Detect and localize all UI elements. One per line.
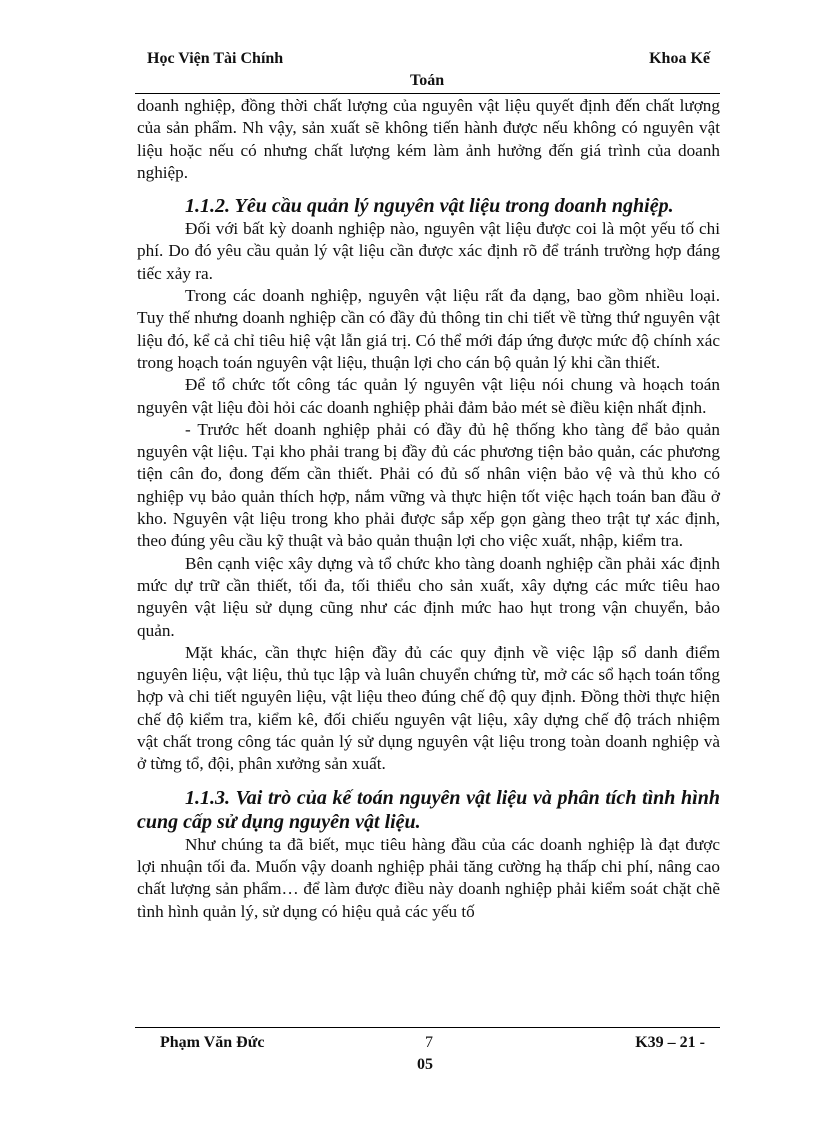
header-department: Khoa Kế bbox=[649, 50, 710, 67]
paragraph: doanh nghiệp, đồng thời chất lượng của nguyên vật liệu quyết định đến chất lượng của sản phẩm. Nh vậy, sản xuất sẽ không tiến hành được nếu không có nguyên vật liệu hoặc nếu có nhưng chất lượng kém làm ảnh hưởng đến giá trình của doanh nghiệp. bbox=[137, 96, 720, 182]
paragraph: Bên cạnh việc xây dựng và tổ chức kho tàng doanh nghiệp cần phải xác định mức dự trữ cần thiết, tối đa, tối thiểu cho sản xuất, xây dựng các mức tiêu hao nguyên vật liệu sử dụng cũng như các định mức hao hụt trong vận chuyển, bảo quản. bbox=[137, 553, 720, 640]
paragraph: Trong các doanh nghiệp, nguyên vật liệu rất đa dạng, bao gồm nhiều loại. Tuy thế nhưng doanh nghiệp cần có đầy đủ thông tin chi tiết về từng thứ nguyên vật liệu đó, kể cả chỉ tiêu hiệ vật lẫn giá trị. Có thể mới đáp ứng được mức độ chính xác trong hoạch toán nguyên vật liệu, thuận lợi cho cán bộ quản lý khi cần thiết. bbox=[137, 286, 720, 372]
section-heading: 1.1.3. Vai trò của kế toán nguyên vật liệu và phân tích tình hình cung cấp sử dụng nguyên vật liệu. bbox=[137, 786, 720, 833]
header-institution: Học Viện Tài Chính bbox=[147, 50, 284, 67]
paragraph: - Trước hết doanh nghiệp phải có đầy đủ hệ thống kho tàng để bảo quản nguyên vật liệu. Tại kho phải trang bị đầy đủ các phương tiện bảo quản, các phương tiện cân đo, đong đếm cần thiết. Phải có đủ số nhân viện bảo vệ và thủ kho có nghiệp vụ bảo quản thích hợp, nắm vững và thực hiện tốt việc hạch toán ban đầu ở kho. Nguyên vật liệu trong kho phải được sắp xếp gọn gàng theo trật tự xác định, theo đúng yêu cầu kỹ thuật và bảo quản thuận lợi cho việc xuất, nhập, kiểm tra. bbox=[137, 419, 720, 551]
footer-author: Phạm Văn Đức bbox=[160, 1034, 265, 1051]
paragraph: Đối với bất kỳ doanh nghiệp nào, nguyên vật liệu được coi là một yếu tố chi phí. Do đó yêu cầu quản lý vật liệu cần được xác định rõ để tránh trường hợp đáng tiếc xảy ra. bbox=[137, 219, 720, 283]
footer-class-cont: 05 bbox=[417, 1056, 433, 1073]
document-body bbox=[137, 95, 720, 923]
header-department-cont: Toán bbox=[410, 72, 445, 89]
footer-class: K39 – 21 - bbox=[635, 1034, 705, 1051]
header-rule bbox=[135, 93, 720, 94]
section-heading: 1.1.2. Yêu cầu quản lý nguyên vật liệu trong doanh nghiệp. bbox=[185, 195, 674, 218]
paragraph: Để tổ chức tốt công tác quản lý nguyên vật liệu nói chung và hoạch toán nguyên vật liệu đòi hỏi các doanh nghiệp phải đảm bảo mét sè điều kiện nhất định. bbox=[137, 375, 720, 417]
footer-rule bbox=[135, 1027, 720, 1028]
paragraph: Mặt khác, cần thực hiện đầy đủ các quy định về việc lập sổ danh điểm nguyên liệu, vật liệu, thủ tục lập và luân chuyển chứng từ, mở các sổ hạch toán tổng hợp và chi tiết nguyên liệu, vật liệu theo đúng chế độ quy định. Đồng thời thực hiện chế độ kiểm tra, kiểm kê, đối chiếu nguyên vật liệu, xây dựng chế độ trách nhiệm vật chất trong công tác quản lý sử dụng nguyên vật liệu trong toàn doanh nghiệp và ở từng tổ, đội, phân xưởng sản xuất. bbox=[137, 642, 720, 774]
paragraph: Như chúng ta đã biết, mục tiêu hàng đầu của các doanh nghiệp là đạt được lợi nhuận tối đa. Muốn vậy doanh nghiệp phải tăng cường hạ thấp chi phí, nâng cao chất lượng sản phẩm… để làm được điều này doanh nghiệp phải kiểm soát chặt chẽ tình hình quản lý, sử dụng có hiệu quả các yếu tố bbox=[137, 834, 720, 921]
page-number: 7 bbox=[425, 1034, 433, 1051]
